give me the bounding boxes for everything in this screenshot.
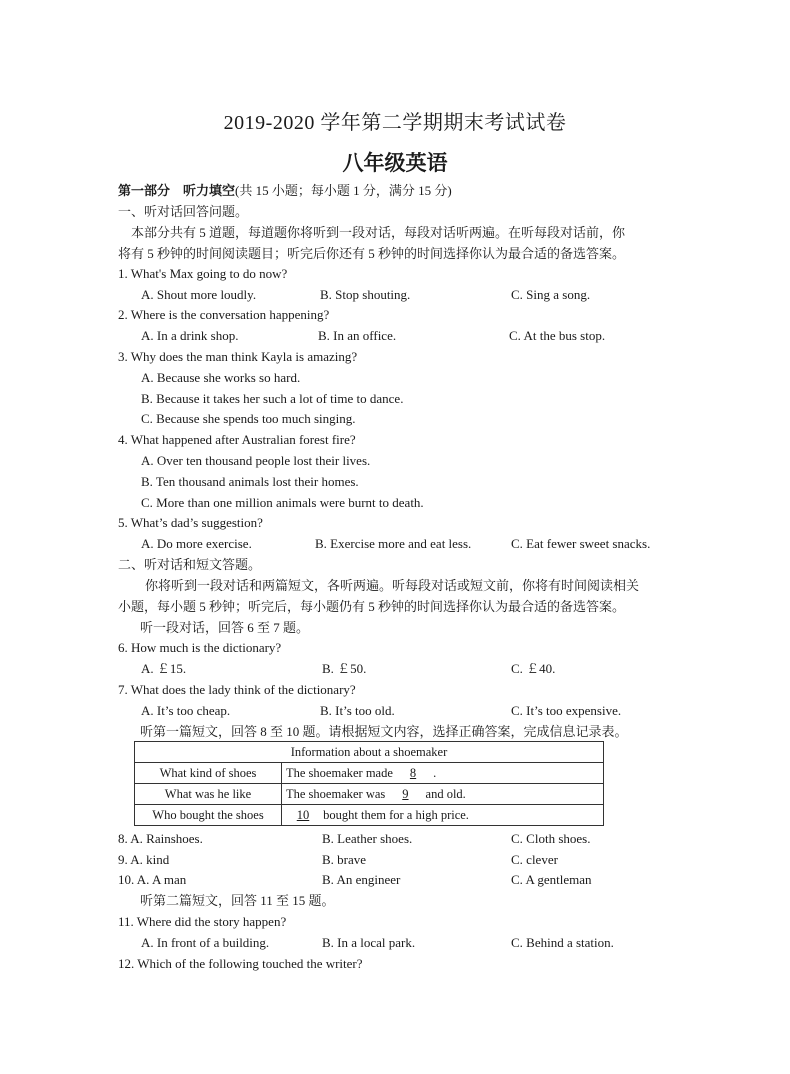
table-row: [135, 763, 604, 784]
q6-option-a: A. ￡15.: [141, 661, 187, 676]
passage1-instruction: 听第一篇短文，回答 8 至 10 题。请根据短文内容，选择正确答案，完成信息记录表。: [140, 724, 628, 739]
row-text-before: The shoemaker was: [286, 786, 389, 801]
page-title: 2019-2020 学年第二学期期末考试试卷: [223, 112, 567, 134]
q4-option-a: A. Over ten thousand people lost their lives.: [141, 453, 371, 468]
answer-blank-10: 10: [296, 807, 310, 822]
q8-option-a: 8. A. Rainshoes.: [118, 831, 203, 846]
section2-intro-line2: 小题，每小题 5 秒钟；听完后，每小题仍有 5 秒钟的时间选择你认为最合适的备选答案。: [118, 599, 626, 614]
answer-blank-8: 8: [409, 765, 417, 780]
table-row-content: [282, 805, 604, 826]
q6-option-c: C. ￡40.: [511, 661, 556, 676]
section2-title: 二、听对话和短文答题。: [118, 557, 262, 572]
row-text-after: bought them for a high price.: [320, 807, 469, 822]
q8-option-b: B. Leather shoes.: [322, 831, 413, 846]
table-row: [135, 784, 604, 805]
q4-option-b: B. Ten thousand animals lost their homes.: [141, 474, 359, 489]
section2-intro-line1: 你将听到一段对话和两篇短文，各听两遍。听每段对话或短文前，你将有时间阅读相关: [145, 578, 640, 593]
row-text-after: and old.: [422, 786, 466, 801]
q1-option-c: C. Sing a song.: [511, 287, 591, 302]
q7-option-c: C. It’s too expensive.: [511, 703, 622, 718]
q1-option-a: A. Shout more loudly.: [141, 287, 257, 302]
question-4: 4. What happened after Australian forest fire?: [118, 432, 356, 447]
page-subtitle: 八年级英语: [342, 151, 448, 175]
row-text-before: The shoemaker made: [286, 765, 397, 780]
table-header: Information about a shoemaker: [135, 742, 604, 763]
table-row-label: Who bought the shoes: [135, 805, 282, 826]
q10-option-a: 10. A. A man: [118, 872, 187, 887]
row-text-after: .: [430, 765, 437, 780]
part1-note: (共 15 小题；每小题 1 分，满分 15 分): [235, 183, 452, 198]
q2-option-c: C. At the bus stop.: [509, 328, 606, 343]
q2-option-b: B. In an office.: [318, 328, 397, 343]
q3-option-b: B. Because it takes her such a lot of time to dance.: [141, 391, 404, 406]
question-12: 12. Which of the following touched the writer?: [118, 956, 363, 971]
passage2-instruction: 听第二篇短文，回答 11 至 15 题。: [140, 893, 335, 908]
q9-option-b: B. brave: [322, 852, 367, 867]
q3-option-a: A. Because she works so hard.: [141, 370, 301, 385]
q10-option-c: C. A gentleman: [511, 872, 592, 887]
q5-option-c: C. Eat fewer sweet snacks.: [511, 536, 651, 551]
q5-option-b: B. Exercise more and eat less.: [315, 536, 472, 551]
q10-option-b: B. An engineer: [322, 872, 401, 887]
q8-option-c: C. Cloth shoes.: [511, 831, 591, 846]
answer-blank-9: 9: [402, 786, 409, 801]
question-5: 5. What’s dad’s suggestion?: [118, 515, 263, 530]
q11-option-a: A. In front of a building.: [141, 935, 270, 950]
q9-option-a: 9. A. kind: [118, 852, 170, 867]
q7-option-b: B. It’s too old.: [320, 703, 395, 718]
section1-title: 一、听对话回答问题。: [118, 204, 249, 219]
q6-option-b: B. ￡50.: [322, 661, 367, 676]
q5-option-a: A. Do more exercise.: [141, 536, 252, 551]
section1-intro-line2: 将有 5 秒钟的时间阅读题目；听完后你还有 5 秒钟的时间选择你认为最合适的备选答案。: [118, 246, 626, 261]
section1-intro-line1: 本部分共有 5 道题，每道题你将听到一段对话，每段对话听两遍。在听每段对话前，你: [118, 225, 626, 240]
part1-title: 第一部分 听力填空: [118, 183, 236, 198]
table-row-content: [282, 784, 604, 805]
question-1: 1. What's Max going to do now?: [118, 266, 288, 281]
table-header-row: [135, 742, 604, 763]
question-6: 6. How much is the dictionary?: [118, 640, 282, 655]
q11-option-b: B. In a local park.: [322, 935, 416, 950]
q7-option-a: A. It’s too cheap.: [141, 703, 231, 718]
part1-heading: [118, 183, 452, 199]
q1-option-b: B. Stop shouting.: [320, 287, 411, 302]
table-row-content: [282, 763, 604, 784]
q9-option-c: C. clever: [511, 852, 558, 867]
q4-option-c: C. More than one million animals were burnt to death.: [141, 495, 424, 510]
table-row: [135, 805, 604, 826]
question-11: 11. Where did the story happen?: [118, 914, 287, 929]
question-2: 2. Where is the conversation happening?: [118, 307, 330, 322]
q2-option-a: A. In a drink shop.: [141, 328, 239, 343]
q3-option-c: C. Because she spends too much singing.: [141, 411, 356, 426]
shoemaker-info-table: [134, 741, 604, 826]
dialog-instruction: 听一段对话，回答 6 至 7 题。: [140, 620, 310, 635]
table-row-label: What kind of shoes: [135, 763, 282, 784]
question-7: 7. What does the lady think of the dictionary?: [118, 682, 356, 697]
table-row-label: What was he like: [135, 784, 282, 805]
question-3: 3. Why does the man think Kayla is amazing?: [118, 349, 358, 364]
q11-option-c: C. Behind a station.: [511, 935, 614, 950]
